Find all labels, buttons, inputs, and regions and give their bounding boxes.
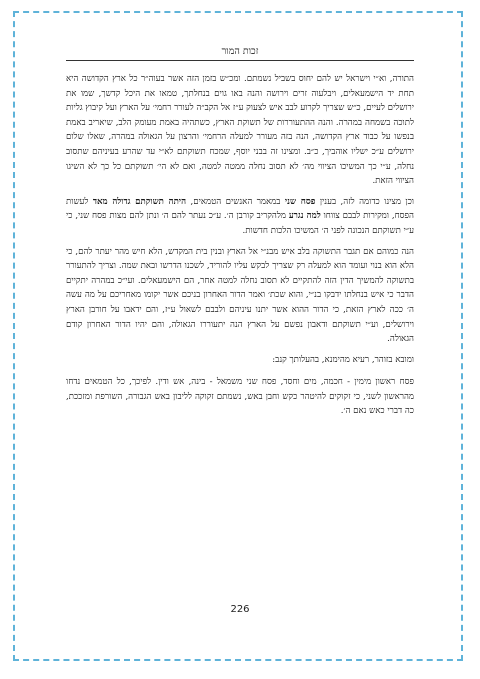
paragraph-text: לעשות הפסח, ומקירות לבבם צווחו [66,196,414,222]
paragraph [66,245,414,347]
emphasized-text: פסח שני [284,196,316,207]
paragraph-text: מלהקריב קורבן ה׳. ע״כ נעתר להם ה׳ ונתן להם מצות פסח שני, כי ע״י תשוקתם הנכונה לפני ה׳ המשיכו הלכות חדשות. [66,211,414,236]
paragraph [66,195,414,239]
paragraph [66,375,414,419]
emphasized-text: למה נגרע [288,211,321,222]
emphasized-text: היתה תשוקתם גדולה מאד [92,196,187,207]
paragraph [66,72,414,189]
page-number: 226 [230,604,250,615]
paragraph-text: וכן מצינו כדומה לזה, בענין [315,196,415,207]
running-header-title: זכות המור [221,46,259,57]
paragraph-text: התורה, וא״י וישראל יש להם יחוס בשביל נשמתם. ומכ״ש בזמן הזה אשר בעוה״ר כל ארץ הקדושה היא תחת יד הישמעאלים, ויבלעוה זרים וירושה והנה באו גוים בנחלתך, טמאו את היכל קדשך, שמו את ירושלים לעיים, כ״ש שצריך לקרוע לבב איש לצעוק ע״ז אל הקב״ה לעורר רחמי׳ על הארץ ועל קיבוץ גליות לתוכה בשמחה במהרה. והנה ההתעוררות של תשוקת הארץ, כשתהיה באמת מעומק הלב, שיאריב באמת בנפשו על כבוד ארץ הקדושה, הנה בזה מעורר למעלה הרחמי׳ והרצון על הגאולה במהרה, שאלו שלום ירושלים ע״כ ישליו אוהביך, כ״ב. ומצינו זה בבני יוסף, שמכח תשוקתם לא״י עד שהרע בעיניהם שתסוב נחלה, ע״י כך המשיכו הציווי מה׳ לא תסוב נחלה ממטה למטה, ואם לא הי׳ תשוקתם כל כך לא השיגו הציווי הזאת. [66,74,414,187]
header-divider [66,60,414,61]
paragraph [66,353,414,368]
paragraph-text: הנה כמוהם אם תגבר התשוקה בלב איש מבנ״י אל הארץ ובנין בית המקדש, הלא חיש מהר יעתר להם, כי הלא הוא בנוי ועומד הוא למעלה רק שצריך לבקש עליו להוריד, לשכנו הדרשו ובאת שמה. וצריך להתעורר בתשוקה להמשיך הדין הזה להתקיים לא תסוב נחלה למטה אחר, הם הישמעאלים. ועי״כ במהרה יתקיים הדבר כי איש בנחלתו ידבקו בנ״י, והוא שכת׳ ואמר הדור האחרון בניכם אשר יקומו מאחריכם על מה עשה ה׳ ככה לארץ הזאת, כי הדור ההוא אשר יתנו עיניהם ולבבם לשאול ע״ז, והם ידאבו על חורבן הארץ וירושלים, וע״י תשוקתם ודאבון נפשם על הארץ הנה יתעוררו הגאולה, והם יהיו הדור האחרון קודם הגאולה. [66,246,414,345]
body-text [66,72,414,419]
paragraph-text: במאמר האנשים הטמאים, [186,196,285,207]
paragraph-text: פסח ראשון מימין - חכמה, מים וחסד, פסח שני משמאל - בינה, אש ודין. לפיכך, כל הטמאים נדחו מהראשון לשני, כי זקוקים להיטהר כקש וחבן באש, נשמתם זקוקה לליבון באש הגבורה, השורפת ומזככת, כה דברי כאש נאם ה׳. [66,377,414,417]
paragraph-text: ומובא בזוהר, רעיא מהימנא, בהעלותך קנב: [272,354,414,365]
